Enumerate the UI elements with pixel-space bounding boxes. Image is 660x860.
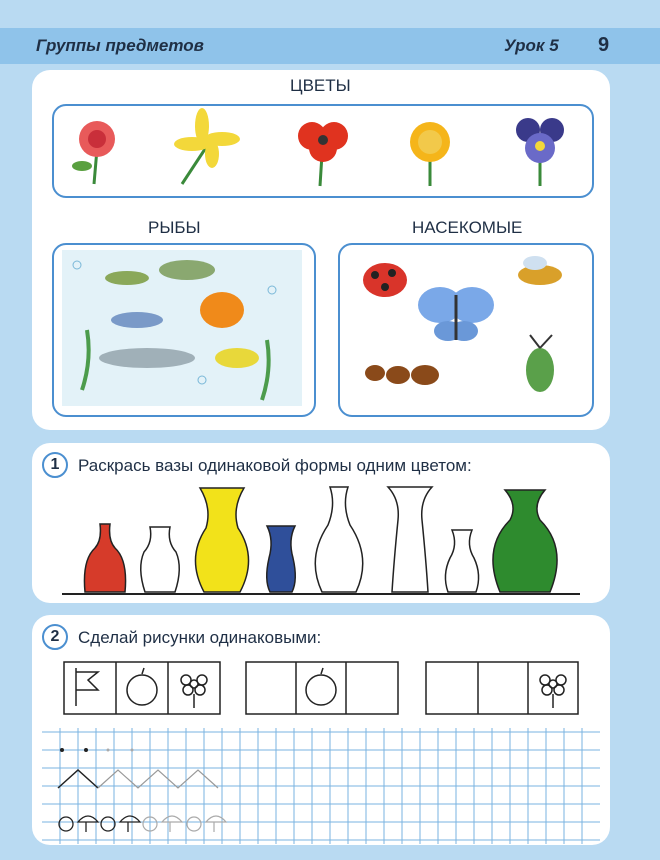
task2-number: 2 xyxy=(42,624,68,650)
flower-icon xyxy=(181,675,207,708)
page-number: 9 xyxy=(598,34,610,56)
flowers-label: ЦВЕТЫ xyxy=(290,76,351,95)
task2-text: Сделай рисунки одинаковыми: xyxy=(78,628,322,647)
grid-paper xyxy=(42,728,600,844)
task1-number: 1 xyxy=(42,452,68,478)
task1-text: Раскрась вазы одинаковой формы одним цветом: xyxy=(78,456,472,475)
page-section-title: Группы предметов xyxy=(36,36,204,55)
sample-row-1 xyxy=(64,662,220,714)
insects-label: НАСЕКОМЫЕ xyxy=(412,218,523,237)
lesson-label: Урок 5 xyxy=(504,36,559,55)
fish-label: РЫБЫ xyxy=(148,218,201,237)
flower-icon xyxy=(540,675,566,708)
flag-icon xyxy=(76,668,98,706)
apple-icon xyxy=(127,675,157,705)
apple-icon xyxy=(306,675,336,705)
apple-mushroom-pattern xyxy=(59,816,140,832)
